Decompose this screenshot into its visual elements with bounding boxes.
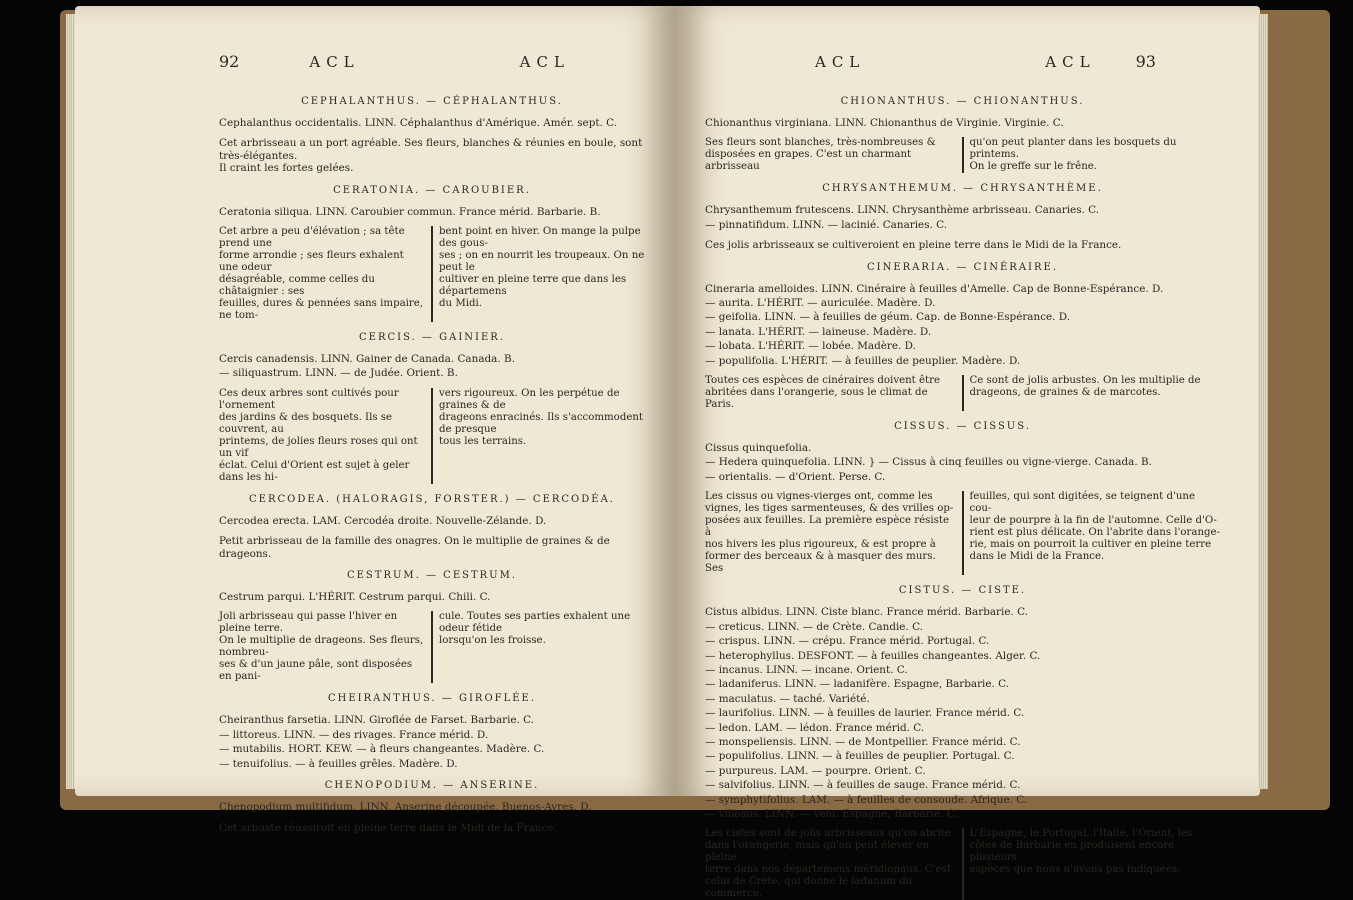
species-entry: — siliquastrum. LINN. — de Judée. Orient. B. [219,367,458,380]
species-entry: — populifolia. L'HÉRIT. — à feuilles de peuplier. Madère. D. [705,354,1021,367]
left-page-content [75,6,675,834]
left-page-header [219,52,645,86]
species-entry: — lobata. L'HÉRIT. — lobée. Madère. D. [705,340,916,353]
two-column-text [219,226,645,322]
species-entry: — ledon. LAM. — lédon. France mérid. C. [705,721,925,734]
text-line: dans le Midi de la France. [969,551,1105,563]
two-column-text [219,611,645,683]
text-line: leur de pourpre à la fin de l'automne. Celle d'O- [969,515,1217,527]
section-heading: CEPHALANTHUS. — CÉPHALANTHUS. [301,96,563,107]
text-column-left [219,611,425,683]
species-entry: — heterophyllus. DESFONT. — à feuilles changeantes. Alger. C. [705,649,1041,662]
section-heading: CHEIRANTHUS. — GIROFLÉE. [328,693,536,705]
text-column-right [431,611,645,683]
text-column-left [705,828,956,900]
species-entry: — creticus. LINN. — de Crète. Candie. C. [705,620,923,633]
species-entry: — pinnatifidum. LINN. — lacinié. Canaries. C. [705,218,948,231]
section-heading: CESTRUM. — CESTRUM. [346,570,518,582]
text-line: vers rigoureux. On les perpétue de graines & de [439,387,620,411]
species-entry: Cercis canadensis. LINN. Gainer de Canada. Canada. B. [219,353,515,366]
text-line: Toutes ces espèces de cinéraires doivent être [705,375,941,387]
section-heading: CHRYSANTHEMUM. — CHRYSANTHÈME. [822,183,1103,195]
text-column-right [431,388,645,484]
species-entry: — aurita. L'HÉRIT. — auriculée. Madère. D. [705,297,936,310]
text-line: On le greffe sur le frêne. [969,161,1098,173]
right-page [675,6,1260,900]
species-entry: — laurifolius. LINN. — à feuilles de laurier. France mérid. C. [705,707,1025,720]
text-line: cultiver en pleine terre que dans les départemens [439,274,627,298]
species-entry: — purpureus. LAM. — pourpre. Orient. C. [705,764,926,777]
species-entry: Cephalanthus occidentalis. LINN. Céphalanthus d'Amérique. Amér. sept. C. [219,117,618,129]
species-entry: — tenuifolius. — à feuilles grêles. Madère. D. [219,757,458,770]
section [705,96,1220,173]
text-column-left [705,375,956,411]
section-heading: CHENOPODIUM. — ANSERINE. [324,780,540,792]
left-page-number: 92 [219,52,240,71]
species-entry: Cercodea erecta. LAM. Cercodéa droite. Nouvelle-Zélande. D. [219,514,547,527]
text-line: des jardins & des bosquets. Ils se couvrent, au [219,411,393,435]
text-line: tous les terrains. [439,435,527,447]
section [219,96,645,175]
text-column-right [962,828,1221,900]
species-entry: — lanata. L'HÉRIT. — laineuse. Madère. D. [705,325,932,338]
species-entry: — symphytifolius. LAM. — à feuilles de consoude. Afrique. C. [705,793,1028,806]
species-entry: — salvifolius. LINN. — à feuilles de sauge. France mérid. C. [705,779,1021,792]
species-entry: — mutabilis. HORT. KEW. — à fleurs changeantes. Madère. C. [219,743,545,756]
species-entry: Chionanthus virginiana. LINN. Chionanthus de Virginie. Virginie. C. [705,117,1064,129]
species-entry: Ceratonia siliqua. LINN. Caroubier commun. France mérid. Barbarie. B. [219,205,601,218]
section-heading: CERCIS. — GAINIER. [359,332,505,344]
section-heading: CHIONANTHUS. — CHIONANTHUS. [840,96,1085,107]
section [705,183,1220,251]
page-edges-right [1258,14,1268,789]
text-line: Les cissus ou vignes-vierges ont, comme les [705,491,933,503]
section [705,585,1220,900]
species-entry: — geifolia. LINN. — à feuilles de géum. Cap. de Bonne-Espérance. D. [705,311,1071,324]
species-entry: — villosus. LINN. — velu. Espagne, Barbarie. C. [705,807,958,820]
text-line: nos hivers les plus rigoureux, & est propre à [705,539,936,551]
text-line: drageons enracinés. Ils s'accommodent de presque [439,411,644,435]
text-line: printems, de jolies fleurs roses qui ont un vif [219,435,418,459]
section [219,494,645,560]
two-column-text [705,137,1220,173]
section [219,693,645,770]
text-line: feuilles, qui sont digitées, se teignent d'une cou- [969,491,1195,515]
section [705,421,1220,575]
text-line: lorsqu'on les froisse. [439,635,546,647]
species-entry: — crispus. LINN. — crépu. France mérid. Portugal. C. [705,635,990,648]
paragraph-line: Ces jolis arbrisseaux se cultiveroient en pleine terre dans le Midi de la France. [705,239,1122,252]
species-entry: — ladaniferus. LINN. — ladanifère. Espagne, Barbarie. C. [705,678,1010,691]
right-page-content [675,6,1260,900]
text-line: qu'on peut planter dans les bosquets du printems. [969,137,1177,161]
section-heading: CINERARIA. — CINÉRAIRE. [867,261,1058,273]
text-line: drageons, de graines & de marcotes. [969,387,1161,399]
text-line: côtes de Barbarie en produisent encore plusieurs [969,840,1175,864]
text-line: Joli arbrisseau qui passe l'hiver en pleine terre. [219,611,398,635]
section [219,780,645,834]
two-column-text [705,375,1220,411]
section-heading: CERATONIA. — CAROUBIER. [333,184,531,196]
text-line: abritées dans l'orangerie, sous le climat de Paris. [705,387,928,411]
text-line: L'Espagne, le Portugal, l'Italie, l'Orient, les [969,828,1193,840]
species-entry: — incanus. LINN. — incane. Orient. C. [705,663,908,676]
paragraph-line: Petit arbrisseau de la famille des onagres. On le multiplie de graines & de drageons. [219,535,610,560]
text-column-right [431,226,645,322]
left-header-right: ACL [519,53,570,71]
species-entry: — monspeliensis. LINN. — de Montpellier. France mérid. C. [705,735,1021,748]
text-line: feuilles, dures & pennées sans impaire, ne tom- [219,298,424,322]
right-page-header [705,52,1220,86]
text-line: cule. Toutes ses parties exhalent une odeur fétide [439,611,631,635]
text-line: espèces que nous n'avons pas indiquées. [969,864,1181,876]
text-column-right [962,491,1221,575]
species-entry: Cestrum parqui. L'HÉRIT. Cestrum parqui. Chili. C. [219,591,491,604]
text-line: bent point en hiver. On mange la pulpe des gous- [439,226,641,250]
left-page [75,6,675,834]
species-entry: Chenopodium multifidum. LINN. Anserine découpée. Buenos-Ayres. D. [219,801,592,814]
text-line: former des berceaux & à masquer des murs. Ses [705,551,936,575]
section [219,332,645,484]
left-sections [219,96,645,834]
right-page-number: 93 [1135,52,1156,71]
species-entry: Chrysanthemum frutescens. LINN. Chrysanthème arbrisseau. Canaries. C. [705,204,1100,217]
text-line: disposées en grapes. C'est un charmant arbrisseau [705,149,912,173]
text-line: On le multiplie de drageons. Ses fleurs, nombreu- [219,635,424,659]
text-line: éclat. Celui d'Orient est sujet à geler dans les hi- [219,459,410,483]
two-column-text [705,491,1220,575]
text-line: forme arrondie ; ses fleurs exhalent une odeur [219,250,404,274]
text-line: ses ; on en nourrit les troupeaux. On ne peut le [439,250,645,274]
text-line: rient est plus délicate. On l'abrite dans l'orange- [969,527,1220,539]
right-sections [705,96,1220,900]
left-header-left: ACL [309,53,360,71]
section [705,262,1220,411]
two-column-text [219,388,645,484]
species-entry: Cistus albidus. LINN. Ciste blanc. France mérid. Barbarie. C. [705,606,1028,619]
text-line: celui de Crète, qui donne le ladanum du commerce. [705,876,913,900]
species-entry: — populifolius. LINN. — à feuilles de peuplier. Portugal. C. [705,750,1015,763]
species-entry: Cineraria amelloides. LINN. Cinéraire à feuilles d'Amelle. Cap de Bonne-Espérance. D. [705,282,1164,295]
species-entry: — maculatus. — taché. Variété. [705,692,870,705]
text-line: Ce sont de jolis arbustes. On les multiplie de [969,375,1201,387]
paragraph-line: Cet arbuste réussiroit en pleine terre dans le Midi de la France. [219,821,557,834]
text-line: terre dans nos départemens méridionaux. C'est [705,864,951,876]
text-column-left [705,491,956,575]
text-column-left [705,137,956,173]
section [219,570,645,683]
text-column-left [219,226,425,322]
text-line: vignes, les tiges sarmenteuses, & des vrilles op- [705,503,954,515]
text-line: Ses fleurs sont blanches, très-nombreuses & [705,137,936,149]
text-line: Cet arbre a peu d'élévation ; sa tête prend une [219,226,405,250]
right-header-left: ACL [815,53,866,71]
species-entry: Cissus quinquefolia. [705,442,812,455]
text-line: posées aux feuilles. La première espèce résiste à [705,515,949,539]
text-line: dans l'orangerie, mais qu'on peut élever en pleine [705,840,930,864]
section-heading: CERCODEA. (HALORAGIS, FORSTER.) — CERCODÉA. [249,493,615,505]
text-column-right [962,375,1221,411]
text-line: ses & d'un jaune pâle, sont disposées en pani- [219,659,413,683]
paragraph-line: Il craint les fortes gelées. [219,162,354,175]
section [219,185,645,322]
text-line: rie, mais on pourroit la cultiver en pleine terre [969,539,1212,551]
species-entry: Cheiranthus farsetia. LINN. Giroflée de Farset. Barbarie. C. [219,714,535,727]
text-column-right [962,137,1221,173]
text-line: du Midi. [439,298,483,310]
text-line: désagréable, comme celles du châtaignier : ses [219,274,375,298]
species-entry: — littoreus. LINN. — des rivages. France mérid. D. [219,728,489,741]
two-column-text [705,828,1220,900]
text-line: Les cistes sont de jolis arbrisseaux qu'on abrite [705,828,951,840]
species-entry: — Hedera quinquefolia. LINN. } — Cissus à cinq feuilles ou vigne-vierge. Canada. B. [705,456,1152,469]
species-entry: — orientalis. — d'Orient. Perse. C. [705,470,886,483]
section-heading: CISSUS. — CISSUS. [894,421,1031,433]
text-column-left [219,388,425,484]
paragraph-line: Cet arbrisseau a un port agréable. Ses fleurs, blanches & réunies en boule, sont très-élégantes. [219,137,643,162]
section-heading: CISTUS. — CISTE. [898,585,1027,597]
text-line: Ces deux arbres sont cultivés pour l'ornement [219,387,399,411]
right-header-right: ACL [1045,53,1096,71]
